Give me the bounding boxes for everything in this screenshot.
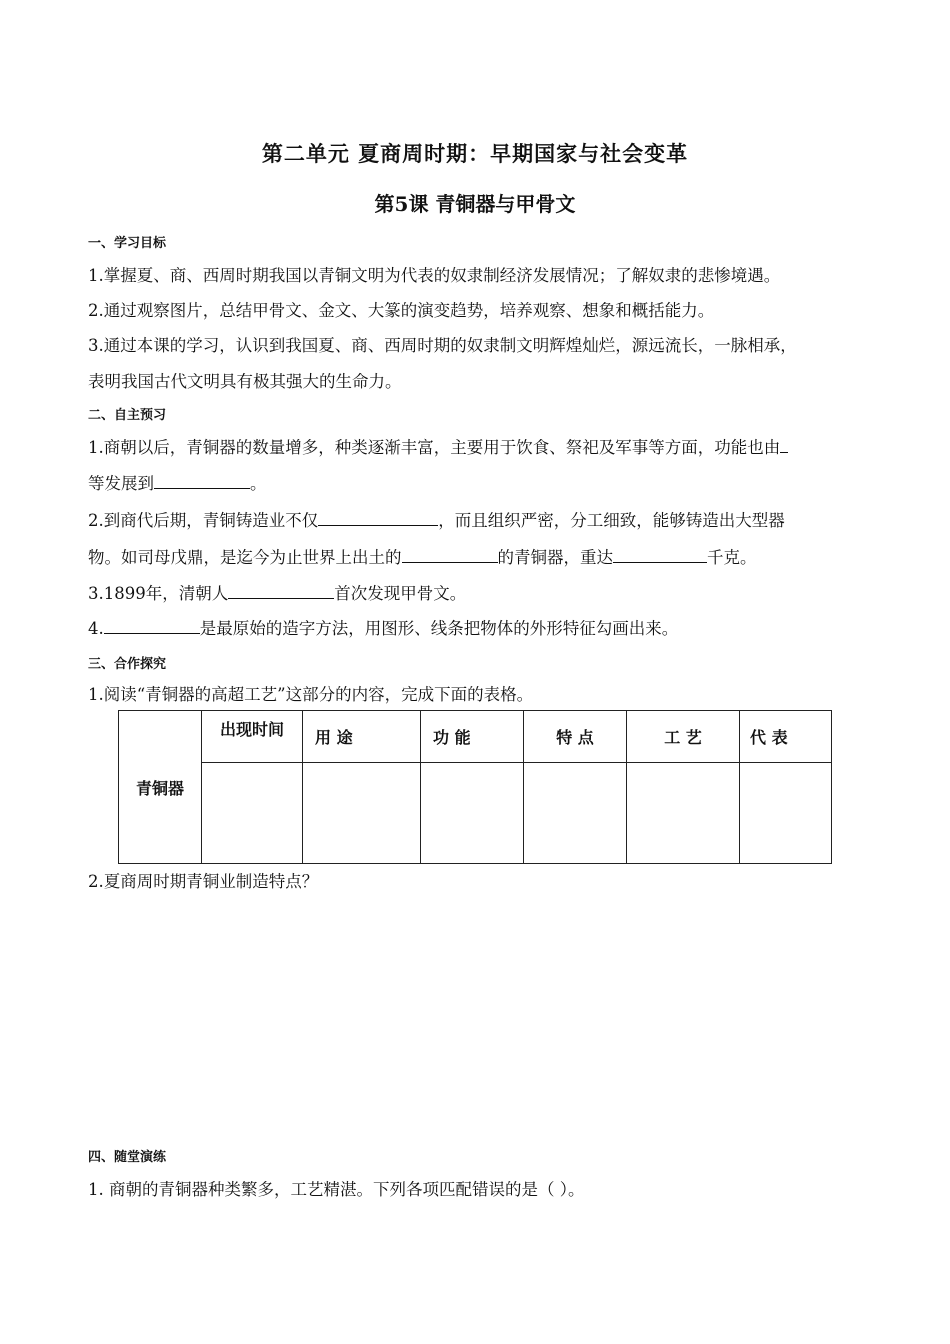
preview-q3-text: 3.1899年，清朝人 [88,584,229,603]
preview-q2-text-d: 的青铜器，重达 [497,548,613,567]
goal-1: 1.掌握夏、商、西周时期我国以青铜文明为代表的奴隶制经济发展情况；了解奴隶的悲惨境遇。 [88,266,781,285]
goal-3-line-2: 表明我国古代文明具有极其强大的生命力。 [88,372,402,391]
row-label: 青铜器 [119,711,202,864]
table-cell[interactable] [740,763,832,864]
section-heading-preview: 二、自主预习 [88,408,167,423]
preview-q4 [88,615,678,639]
preview-q3 [88,580,466,604]
header-feature: 特 点 [524,711,627,763]
unit-title: 第二单元 夏商周时期：早期国家与社会变革 [261,142,689,166]
preview-q1-text-2: 等发展到 [88,474,154,493]
preview-q2-text-b: ，而且组织严密，分工细致，能够铸造出大型器 [438,511,785,530]
header-craft: 工 艺 [627,711,740,763]
fill-blank[interactable] [402,546,498,563]
table-cell[interactable] [202,763,303,864]
section-heading-explore: 三、合作探究 [88,657,167,672]
preview-q2-text-c: 物。如司母戊鼎，是迄今为止世界上出土的 [88,548,402,567]
fill-blank[interactable] [780,436,788,453]
header-representative: 代 表 [740,711,832,763]
fill-blank[interactable] [318,509,438,526]
preview-q1-line-2 [88,470,267,494]
fill-blank[interactable] [228,582,334,599]
preview-q4-text: 是最原始的造字方法，用图形、线条把物体的外形特征勾画出来。 [199,619,679,638]
explore-q2: 2.夏商周时期青铜业制造特点？ [88,872,319,891]
preview-q1-text: 1.商朝以后，青铜器的数量增多，种类逐渐丰富，主要用于饮食、祭祀及军事等方面，功能也由 [88,438,781,457]
explore-q1: 1.阅读“青铜器的高超工艺”这部分的内容，完成下面的表格。 [88,685,534,704]
preview-q1-line-1 [88,434,788,458]
practice-q1: 1. 商朝的青铜器种类繁多，工艺精湛。下列各项匹配错误的是（ ）。 [88,1180,585,1199]
fill-blank[interactable] [154,472,250,489]
table-cell[interactable] [303,763,421,864]
section-heading-goals: 一、学习目标 [88,236,167,251]
header-function: 功 能 [421,711,524,763]
preview-q2-line-1 [88,507,785,531]
preview-q4-num: 4. [88,619,104,638]
preview-q2-text-e: 千克。 [707,548,757,567]
section-heading-practice: 四、随堂演练 [88,1150,167,1165]
bronze-table [118,710,832,864]
fill-blank[interactable] [613,546,707,563]
goal-2: 2.通过观察图片，总结甲骨文、金文、大篆的演变趋势，培养观察、想象和概括能力。 [88,301,715,320]
preview-q3-end: 首次发现甲骨文。 [334,584,467,603]
preview-q2-line-2 [88,544,757,568]
table-cell[interactable] [421,763,524,864]
preview-q2-text: 2.到商代后期，青铜铸造业不仅 [88,511,319,530]
header-use: 用 途 [303,711,421,763]
fill-blank[interactable] [104,617,200,634]
preview-q1-end: 。 [250,474,267,493]
table-cell[interactable] [627,763,740,864]
header-time: 出现时间 [202,711,303,763]
lesson-title: 第5课 青铜器与甲骨文 [374,192,576,216]
table-cell[interactable] [524,763,627,864]
goal-3-line-1: 3.通过本课的学习，认识到我国夏、商、西周时期的奴隶制文明辉煌灿烂，源远流长，一脉相承， [88,336,797,355]
